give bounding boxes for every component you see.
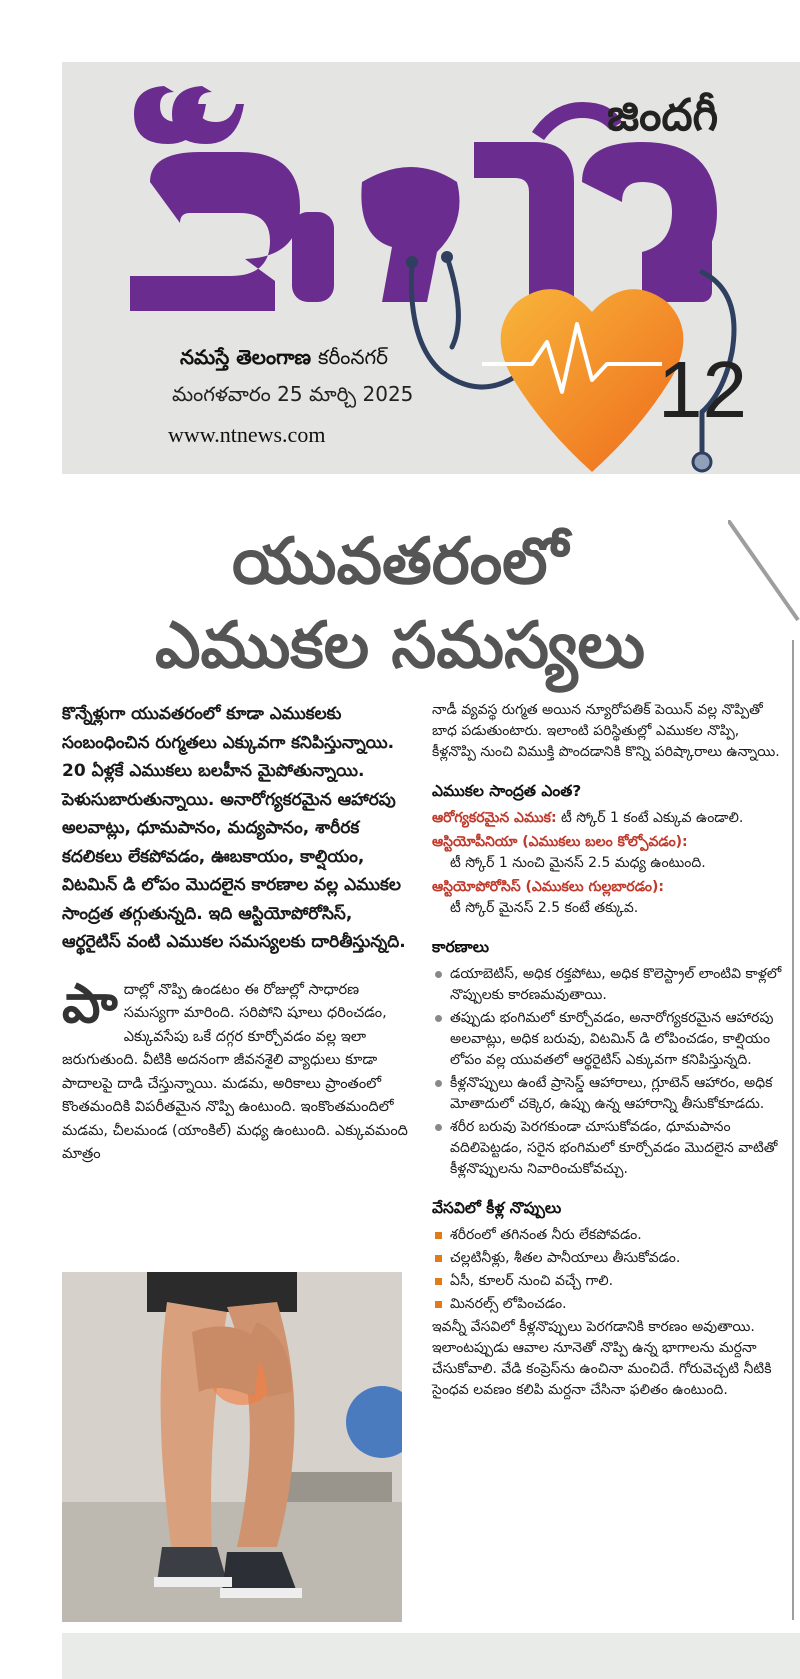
lead-paragraph: కొన్నేళ్లుగా యువతరంలో కూడా ఎముకలకు సంబంధించిన రుగ్మతలు ఎక్కువగా కనిపిస్తున్నాయి. 20 ఏళ్లకే ఎముకలు బలహీన మైపోతున్నాయి. పెళుసుబారుతున్నాయి. అనారోగ్యకరమైన ఆహారపు అలవాట్లు, ధూమపానం, మద్యపానం, శారీరక కదలికలు లేకపోవడం, ఊబకాయం, కాల్షియం, విటమిన్ డి లోపం మొదలైన కారణాల వల్ల ఎముకల సాంద్రత తగ్గుతున్నది. ఇది ఆస్టియోపోరోసిస్, ఆర్థరైటిస్ వంటి ఎముకల సమస్యలకు దారితీస్తున్నది. xyxy=(62,704,406,952)
definition-osteopenia xyxy=(432,832,782,874)
knee-pain-photo xyxy=(62,1272,402,1622)
list-item-text: డయాబెటిస్, అధిక రక్తపోటు, అధిక కొలెస్ట్రాల్ లాంటివి కాళ్లలో నొప్పులకు కారణమవుతాయి. xyxy=(450,966,782,1003)
causes-heading: కారణాలు xyxy=(432,938,490,956)
bullet-icon xyxy=(435,1015,442,1022)
list-item-text: శరీరంలో తగినంత నీరు లేకపోవడం. xyxy=(450,1227,642,1243)
paper-name xyxy=(180,345,388,374)
square-bullet-icon xyxy=(435,1301,442,1308)
list-item xyxy=(432,1271,782,1292)
corner-fold-decoration xyxy=(728,520,800,630)
supertitle: జిందగీ xyxy=(607,90,719,141)
list-item xyxy=(432,1225,782,1246)
definition-value: టీ స్కోర్ మైనస్ 2.5 కంటే తక్కువ. xyxy=(450,900,639,916)
list-item xyxy=(432,1248,782,1269)
edition-name: కరీంనగర్ xyxy=(318,345,388,369)
closing-paragraph: ఇవన్నీ వేసవిలో కీళ్లనొప్పులు పెరగడానికి కారణం అవుతాయి. ఇలాంటప్పుడు ఆవాల నూనెతో నొప్పి ఉన్న భాగాలను మర్దనా చేసుకోవాలి. వేడి కంప్రెస్‌ను ఉంచినా మంచిదే. గోరువెచ్చటి నీటికి సైంధవ లవణం కలిపి మర్దనా చేసినా ఫలితం ఉంటుంది. xyxy=(432,1319,772,1398)
density-heading: ఎముకల సాంద్రత ఎంత? xyxy=(432,782,582,800)
definition-healthy xyxy=(432,808,782,829)
page-edge-line xyxy=(792,640,794,1620)
definition-term: ఆరోగ్యకరమైన ఎముక: xyxy=(432,810,557,826)
body-paragraph xyxy=(62,971,412,1167)
headline-line-2: ఎముకల సమస్యలు xyxy=(154,609,646,683)
summer-list xyxy=(432,1225,782,1315)
list-item-text: తప్పుడు భంగిమలో కూర్చోవడం, అనారోగ్యకరమైన ఆహారపు అలవాట్లు, అధిక బరువు, విటమిన్ డి లోపించడం, కాల్షియం లోపం వల్ల యువతలో ఆర్థరైటిస్ ఎక్కువగా కనిపిస్తున్నది. xyxy=(450,1010,774,1068)
page-number: 12 xyxy=(658,345,747,434)
list-item xyxy=(432,1294,782,1315)
definition-value: టీ స్కోర్ 1 కంటే ఎక్కువ ఉండాలి. xyxy=(561,810,744,826)
list-item xyxy=(432,964,782,1006)
list-item xyxy=(432,1117,782,1180)
right-column xyxy=(432,700,782,1405)
list-item-text: శరీర బరువు పెరగకుండా చూసుకోవడం, ధూమపానం వదిలిపెట్టడం, సరైన భంగిమలో కూర్చోవడం మొదలైన వాటితో కీళ్లనొప్పులను నివారించుకోవచ్చు. xyxy=(450,1119,778,1177)
list-item-text: చల్లటినీళ్లు, శీతల పానీయాలు తీసుకోవడం. xyxy=(450,1250,681,1266)
square-bullet-icon xyxy=(435,1232,442,1239)
headline-line-1: యువతరంలో xyxy=(232,525,568,599)
causes-list xyxy=(432,964,782,1180)
list-item xyxy=(432,1008,782,1071)
site-url[interactable]: www.ntnews.com xyxy=(168,422,326,447)
square-bullet-icon xyxy=(435,1278,442,1285)
bullet-icon xyxy=(435,971,442,978)
list-item-text: కీళ్లనొప్పులు ఉంటే ప్రాసెస్డ్ ఆహారాలు, గ్లూటెన్ ఆహారం, అధిక మోతాదులో చక్కెర, ఉప్పు ఉన్న ఆహారాన్ని తీసుకోకూడదు. xyxy=(450,1075,773,1112)
drop-cap: పా xyxy=(62,971,118,1035)
paper-title: నమస్తే తెలంగాణ xyxy=(180,345,312,369)
bullet-icon xyxy=(435,1080,442,1087)
bottom-band xyxy=(62,1633,800,1679)
definition-term: ఆస్టియోపీనియా (ఎముకలు బలం కోల్పోవడం): xyxy=(432,834,688,850)
body-text: దాల్లో నొప్పి ఉండటం ఈ రోజుల్లో సాధారణ సమస్యగా మారింది. సరిపోని షూలు ధరించడం, ఎక్కువసేపు ఒకే దగ్గర కూర్చోవడం వల్ల ఇలా జరుగుతుంది. వీటికి అదనంగా జీవనశైలి వ్యాధులు కూడా పాదాలపై దాడి చేస్తున్నాయి. మడమ, అరికాలు ప్రాంతంలో కొంతమందికి విపరీతమైన నొప్పి ఉంటుంది. ఇంకొంతమందిలో మడమ, చీలమండ (యాంకిల్) మధ్య ఉంటుంది. ఎక్కువమంది మాత్రం xyxy=(62,981,408,1162)
masthead xyxy=(62,62,800,474)
list-item-text: ఏసీ, కూలర్ నుంచి వచ్చే గాలి. xyxy=(450,1273,614,1289)
definition-osteoporosis xyxy=(432,877,782,919)
list-item-text: మినరల్స్ లోపించడం. xyxy=(450,1296,567,1312)
square-bullet-icon xyxy=(435,1255,442,1262)
article-headline xyxy=(0,520,800,688)
left-column xyxy=(62,700,412,1167)
bullet-icon xyxy=(435,1124,442,1131)
intro-paragraph: నాడీ వ్యవస్థ రుగ్మత అయిన న్యూరోపతిక్ పెయిన్ వల్ల నొప్పితో బాధ పడుతుంటారు. ఇలాంటి పరిస్థితుల్లో ఎముకల నొప్పి, కీళ్లనొప్పి నుంచి విముక్తి పొందడానికి కొన్ని పరిష్కారాలు ఉన్నాయి. xyxy=(432,702,780,760)
publication-date: మంగళవారం 25 మార్చి 2025 xyxy=(172,382,414,406)
summer-heading: వేసవిలో కీళ్ల నొప్పులు xyxy=(432,1199,562,1217)
definition-value: టీ స్కోర్ 1 నుంచి మైనస్ 2.5 మధ్య ఉంటుంది. xyxy=(450,855,706,871)
definition-term: ఆస్టియోపోరోసిస్ (ఎముకలు గుల్లబారడం): xyxy=(432,879,664,895)
list-item xyxy=(432,1073,782,1115)
